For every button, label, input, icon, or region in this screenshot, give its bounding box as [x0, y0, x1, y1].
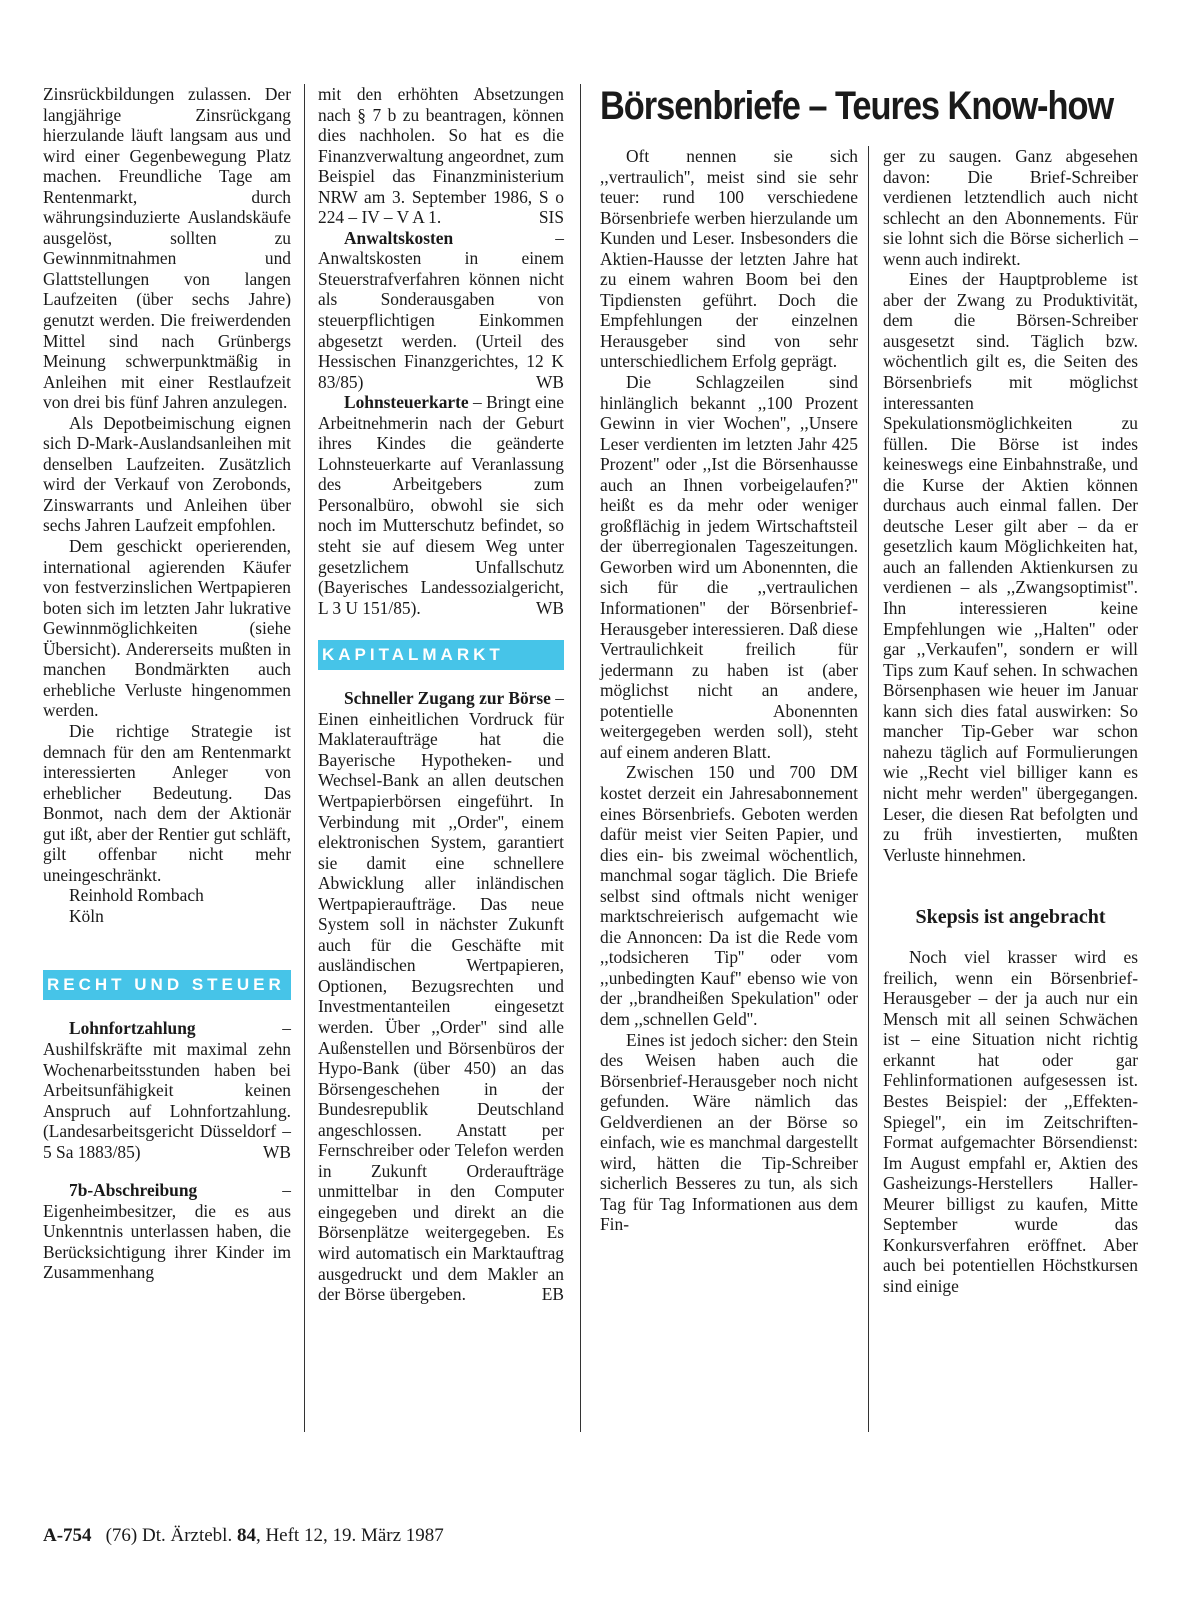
- section-banner-recht: RECHT UND STEUER: [43, 970, 291, 1000]
- issue-date: , Heft 12, 19. März 1987: [255, 1525, 444, 1546]
- column-1: [43, 84, 291, 1283]
- paragraph: Die Schlagzeilen sind hinlänglich bekannt ,,100 Prozent Gewinn in vier Wochen'', ,,Unsere Leser verdienten im letzten Jahr 425 Prozent'' oder ,,Ist die Börsenhausse auch an Ihnen vorbeigelaufen?'' heißt es da mehr oder weniger großflächig in jedem Wirtschaftsteil der überregionalen Tageszeitungen. Geworben wird um Abonennten, die sich für die ,,vertraulichen Informationen'' der Börsenbrief-Herausgeber interessieren. Daß diese Vertraulichkeit freilich für jedermann zu haben ist (aber möglichst nicht an andere, potentielle Abonennten weitergegeben werden soll), steht auf einem anderen Blatt.: [600, 372, 858, 762]
- paragraph: Dem geschickt operierenden, international agierenden Käufer von festverzinslichen Wertpapieren boten sich im letzten Jahr lukrative Gewinnmöglichkeiten (siehe Übersicht). Andererseits mußten in manchen Bondmärkten auch erhebliche Verluste hingenommen werden.: [43, 536, 291, 721]
- item-signature: EB: [541, 1284, 564, 1305]
- item-text: – Aushilfskräfte mit maximal zehn Wochenarbeitsstunden haben bei Arbeitsunfähigkeit keinen Anspruch auf Lohnfortzahlung. (Landesarbeitsgericht Düsseldorf – 5 Sa 1883/85): [43, 1018, 291, 1162]
- paragraph: Die richtige Strategie ist demnach für den am Rentenmarkt interessierten Anleger von erheblicher Bedeutung. Das Bonmot, nach dem der Aktionär gut ißt, aber der Rentier gut schläft, gilt offenbar nicht mehr uneingeschränkt.: [43, 720, 291, 885]
- paragraph: Zwischen 150 und 700 DM kostet derzeit ein Jahresabonnement eines Börsenbriefs. Geboten werden dafür meist vier Seiten Papier, und dies ein- bis zweimal wöchentlich, manchmal sogar täglich. Die Briefe selbst sind oftmals nicht weniger marktschreierisch aufgemacht wie die Annoncen: Da ist die Rede vom ,,todsicheren Tip'' oder vom ,,unbedingten Kauf'' ebenso wie von der ,,brandheißen Spekulation'' oder dem ,,schnellen Geld''.: [600, 762, 858, 1029]
- paragraph: Als Depotbeimischung eignen sich D-Mark-Auslandsanleihen mit denselben Laufzeiten. Zusätzlich wird der Verkauf von Zerobonds, Zinswarrants und Anleihen über sechs Jahren Laufzeit empfohlen.: [43, 412, 291, 536]
- law-item: [318, 228, 564, 392]
- paragraph: Noch viel krasser wird es freilich, wenn ein Börsenbrief-Herausgeber – der ja auch nur ein Mensch mit all seinen Schwächen ist – eine Situation nicht richtig erkannt hat oder gar Fehlinformationen aufgesessen ist. Bestes Beispiel: der ,,Effekten-Spiegel'', ein im Zeitschriften-Format aufgemachter Börsendienst: Im August empfahl er, Aktien des Gasheizungs-Herstellers Haller-Meurer billigst zu kaufen, Mitte September wurde das Konkursverfahren eröffnet. Aber auch bei potentiellen Höchstkursen sind einige: [883, 947, 1138, 1296]
- column-2: [318, 84, 564, 1305]
- item-title: Anwaltskosten: [344, 227, 454, 248]
- item-title: Lohnfortzahlung: [69, 1018, 196, 1039]
- item-signature: WB: [535, 597, 564, 618]
- page-number: A-754: [43, 1525, 92, 1546]
- column-rule: [580, 84, 581, 1432]
- paragraph: Eines ist jedoch sicher: den Stein des Weisen haben auch die Börsenbrief-Herausgeber noch nicht gefunden. Wäre nämlich das Geldverdienen an der Börse so einfach, wie es manchmal dargestellt wird, hätten die Tip-Schreiber sicherlich Besseres zu tun, als sich Tag für Tag Informationen aus dem Fin-: [600, 1029, 858, 1235]
- law-item: [43, 1018, 291, 1162]
- column-rule: [868, 146, 869, 1432]
- author-city: Köln: [69, 905, 104, 926]
- column-rule: [304, 84, 305, 1432]
- paragraph: Eines der Hauptprobleme ist aber der Zwang zu Produktivität, dem die Börsen-Schreiber ausgesetzt sind. Täglich bzw. wöchentlich gilt es, die Seiten des Börsenbriefs mit möglichst interessanten Spekulationsmöglichkeiten zu füllen. Die Börse ist indes keineswegs eine Einbahnstraße, und die Kurse der Aktien können durchaus auch einmal fallen. Der deutsche Leser gilt aber – da er gesetzlich kaum Möglichkeiten hat, auch an fallenden Aktienkursen zu verdienen – als ,,Zwangsoptimist''. Ihn interessieren keine Empfehlungen wie ,,Halten'' oder gar ,,Verkaufen'', sondern er will Tips zum Kauf sehen. In schwachen Börsenphasen wie heuer im Januar kann sich dies fatal auswirken: So mancher Tip-Geber war schon nahezu täglich auf Formulierungen wie ,,Recht viel billiger kann es nicht mehr werden'' übergegangen. Leser, die diesen Rat befolgten und zu früh investierten, mußten Verluste hinnehmen.: [883, 269, 1138, 865]
- item-signature: SIS: [538, 207, 564, 228]
- law-item: [318, 392, 564, 618]
- section-banner-kapitalmarkt: KAPITALMARKT: [318, 640, 564, 670]
- author-name: Reinhold Rombach: [69, 885, 204, 906]
- paragraph: ger zu saugen. Ganz abgesehen davon: Die Brief-Schreiber verdienen letztendlich auch nicht schlecht an den Abonnements. Für sie lohnt sich die Börse sicherlich – wenn auch indirekt.: [883, 146, 1138, 269]
- law-item: [43, 1180, 291, 1283]
- item-text: – Bringt eine Arbeitnehmerin nach der Geburt ihres Kindes die geänderte Lohnsteuerkarte auf Veranlassung des Arbeitgebers zum Personalbüro, obwohl sie sich noch im Mutterschutz befindet, so steht sie auf diesem Weg unter gesetzlichem Unfallschutz (Bayerisches Landessozialgericht, L 3 U 151/85).: [318, 392, 564, 618]
- item-title: Schneller Zugang zur Börse: [344, 688, 551, 709]
- item-text: – Einen einheitlichen Vordruck für Maklateraufträge hat die Bayerische Hypotheken- und Wechsel-Bank an allen deutschen Wertpapierbörsen eingeführt. In Verbindung mit ,,Order'', einem elektronischen System, garantiert sie damit eine schnellere Abwicklung aller inländischen Wertpapieraufträge. Das neue System soll in nächster Zukunft auch für die Geschäfte mit ausländischen Wertpapieren, Optionen, Bezugsrechten und Investmentanteilen eingesetzt werden. Über ,,Order'' sind alle Außenstellen und Börsenbüros der Hypo-Bank (über 450) an das Börsengeschehen in der Bundesrepublik Deutschland angeschlossen. Anstatt per Fernschreiber oder Telefon werden in Zukunft Orderaufträge unmittelbar in den Computer eingegeben und direkt an die Börsenplätze weitergegeben. Es wird automatisch ein Marktauftrag ausgedruckt und dem Makler an der Börse übergeben.: [318, 688, 565, 1305]
- item-title: Lohnsteuerkarte: [344, 392, 469, 413]
- page-footer: [43, 1525, 444, 1547]
- article-subheading: Skepsis ist angebracht: [915, 906, 1106, 929]
- item-text: – Eigenheimbesitzer, die es aus Unkenntnis unterlassen haben, die Berücksichtigung ihrer Kinder im Zusammenhang: [43, 1180, 291, 1283]
- paragraph: Zinsrückbildungen zulassen. Der langjährige Zinsrückgang hierzulande läuft langsam aus und wird einer Gegenbewegung Platz machen. Freundliche Tage am Rentenmarkt, durch währungsinduzierte Auslandskäufe ausgelöst, sollten zu Gewinnmitnahmen und Glattstellungen von langen Laufzeiten (über sechs Jahre) genutzt werden. Die freiwerdenden Mittel sind nach Grünbergs Meinung schwerpunktmäßig in Anleihen mit einer Restlaufzeit von drei bis fünf Jahren anzulegen.: [43, 84, 291, 413]
- article-column-2: [883, 146, 1138, 1296]
- item-text: – Anwaltskosten in einem Steuerstrafverfahren können nicht als Sonderausgaben von steuerpflichtigen Einkommen abgesetzt werden. (Urteil des Hessischen Finanzgerichtes, 12 K 83/85): [318, 227, 564, 392]
- journal-volume: 84: [236, 1525, 256, 1546]
- journal-issue: (76) Dt. Ärztebl.: [105, 1525, 237, 1546]
- item-text: mit den erhöhten Absetzungen nach § 7 b zu beantragen, können dies nachholen. So hat es die Finanzverwaltung angeordnet, zum Beispiel das Finanzministerium NRW am 3. September 1986, S o 224 – IV – V A 1.: [318, 84, 564, 228]
- item-signature: WB: [535, 371, 564, 392]
- article-column-1: [600, 146, 858, 1235]
- item-signature: WB: [262, 1141, 291, 1162]
- paragraph: Oft nennen sie sich ,,vertraulich'', meist sind sie sehr teuer: rund 100 verschiedene Börsenbriefe werben hierzulande um Kunden und Leser. Insbesonders die Aktien-Hausse der letzten Jahre hat zu einem wahren Boom bei den Tipdiensten geführt. Doch die Empfehlungen der einzelnen Herausgeber sind von sehr unterschiedlichem Erfolg geprägt.: [600, 146, 858, 372]
- item-title: 7b-Abschreibung: [69, 1180, 198, 1201]
- market-item: [318, 688, 564, 1304]
- article-headline: Börsenbriefe – Teures Know-how: [600, 84, 1114, 128]
- paragraph: [318, 84, 564, 228]
